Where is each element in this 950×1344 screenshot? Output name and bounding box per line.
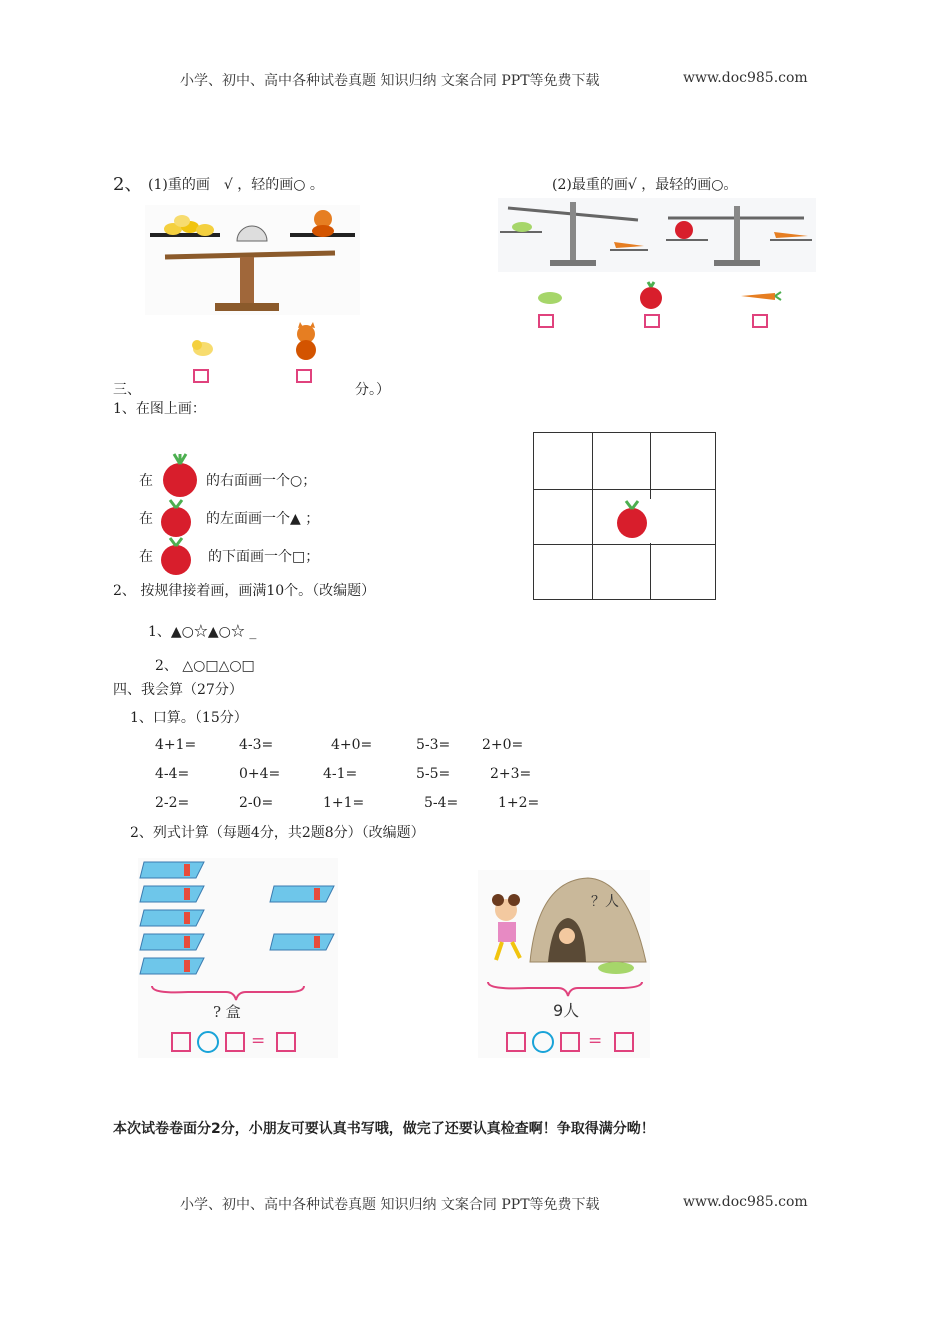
pattern-1: 1、▲○☆▲○☆ _ [148, 624, 257, 640]
equation2-box-result[interactable] [614, 1032, 634, 1052]
item2-pre: 在 [139, 511, 153, 527]
equation1-equals: = [251, 1031, 266, 1051]
answer-box-cat[interactable] [296, 369, 312, 383]
calc-item: 4+1= [155, 737, 197, 753]
item1-pre: 在 [139, 473, 153, 489]
balance-scale-image [145, 205, 360, 315]
footer-url: www.doc985.com [683, 1194, 808, 1210]
calc-item: 4-1= [323, 766, 358, 782]
equation2-box-a[interactable] [506, 1032, 526, 1052]
header-text: 小学、初中、高中各种试卷真题 知识归纳 文案合同 PPT等免费下载 [180, 73, 600, 89]
section3-q2-label: 2、 按规律接着画，画满10个。（改编题） [113, 583, 376, 599]
section4-title: 四、我会算（27分） [113, 682, 243, 698]
calc-item: 2+3= [490, 766, 532, 782]
calc-item: 4-3= [239, 737, 274, 753]
calc-item: 5-5= [416, 766, 451, 782]
pic2-caption: 9人 [553, 1001, 580, 1020]
equation2-operator-circle[interactable] [532, 1031, 554, 1053]
answer-box-chick[interactable] [193, 369, 209, 383]
calc-item: 5-3= [416, 737, 451, 753]
calc-item: 2+0= [482, 737, 524, 753]
footer-text: 小学、初中、高中各种试卷真题 知识归纳 文案合同 PPT等免费下载 [180, 1197, 600, 1213]
equation1-operator-circle[interactable] [197, 1031, 219, 1053]
calc-item: 4-4= [155, 766, 190, 782]
calc-item: 5-4= [424, 795, 459, 811]
drawing-grid[interactable] [533, 432, 716, 600]
item2-post: 的左面画一个▲ ； [206, 511, 320, 527]
pic2-bubble: ？人 [591, 894, 619, 910]
answer-box-radish[interactable] [644, 314, 660, 328]
equation1-box-a[interactable] [171, 1032, 191, 1052]
q2-part2-text: (2)最重的画√ ，最轻的画○。 [552, 177, 738, 193]
q2-part1-text: (1)重的画 √ ，轻的画○ 。 [148, 177, 324, 193]
radish-icon [158, 500, 196, 540]
radish-icon [160, 454, 202, 498]
radish-icon [636, 282, 668, 310]
calc-item: 2-0= [239, 795, 274, 811]
cucumber-icon [536, 290, 564, 306]
q2-number: 2、 [113, 174, 143, 195]
calc-item: 1+1= [323, 795, 365, 811]
bottom-note: 本次试卷卷面分2分，小朋友可要认真书写哦，做完了还要认真检查啊！争取得满分呦！ [113, 1121, 655, 1137]
balance-scales-pair-image [498, 198, 816, 272]
hide-and-seek-picture [478, 870, 650, 1058]
answer-box-carrot[interactable] [752, 314, 768, 328]
cat-icon [288, 322, 328, 362]
equation2-equals: = [588, 1031, 603, 1051]
answer-box-cucumber[interactable] [538, 314, 554, 328]
section3-title: 三、 [113, 382, 141, 398]
calc-item: 2-2= [155, 795, 190, 811]
calc-item: 1+2= [498, 795, 540, 811]
carrot-icon [741, 290, 781, 304]
equation1-box-b[interactable] [225, 1032, 245, 1052]
item3-post: 的下面画一个□； [208, 549, 320, 565]
section3-title-tail: 分。） [355, 382, 390, 398]
pic1-caption: ? 盒 [213, 1003, 241, 1021]
equation1-box-result[interactable] [276, 1032, 296, 1052]
boxes-picture [138, 858, 338, 1058]
radish-icon [158, 538, 196, 578]
item3-pre: 在 [139, 549, 153, 565]
section4-q2-label: 2、列式计算（每题4分，共2题8分）（改编题） [130, 825, 425, 841]
section3-q1-label: 1、在图上画： [113, 401, 206, 417]
equation2-box-b[interactable] [560, 1032, 580, 1052]
item1-post: 的右面画一个○； [206, 473, 317, 489]
chick-icon [190, 337, 216, 359]
calc-item: 0+4= [239, 766, 281, 782]
grid-radish-icon [614, 501, 652, 541]
calc-item: 4+0= [331, 737, 373, 753]
section4-q1-label: 1、口算。（15分） [130, 710, 248, 726]
pattern-2: 2、 △○□△○□ [155, 658, 255, 674]
header-url: www.doc985.com [683, 70, 808, 86]
